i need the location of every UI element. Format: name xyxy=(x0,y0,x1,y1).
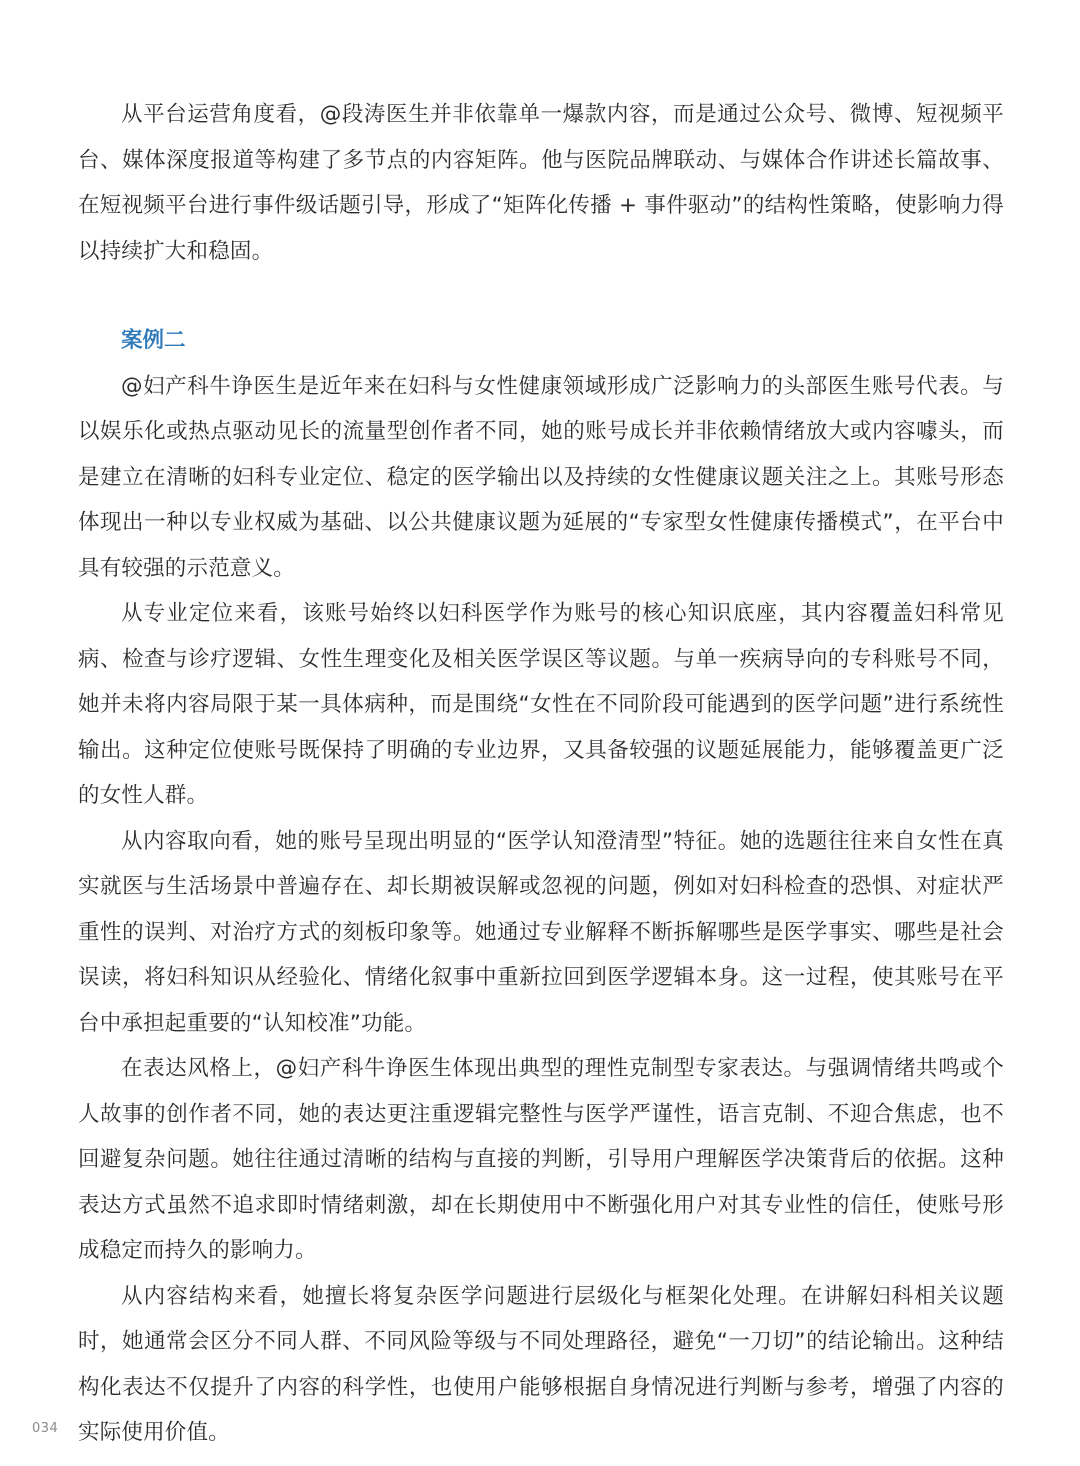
paragraph-content-orientation: 从内容取向看，她的账号呈现出明显的“医学认知澄清型”特征。她的选题往往来自女性在真实就医与生活场景中普遍存在、却长期被误解或忽视的问题，例如对妇科检查的恐惧、对症状严重性的误判、对治疗方式的刻板印象等。她通过专业解释不断拆解哪些是医学事实、哪些是社会误读，将妇科知识从经验化、情绪化叙事中重新拉回到医学逻辑本身。这一过程，使其账号在平台中承担起重要的“认知校准”功能。 xyxy=(78,828,1004,1036)
paragraph-professional-positioning: 从专业定位来看，该账号始终以妇科医学作为账号的核心知识底座，其内容覆盖妇科常见病、检查与诊疗逻辑、女性生理变化及相关医学误区等议题。与单一疾病导向的专科账号不同，她并未将内容局限于某一具体病种，而是围绕“女性在不同阶段可能遇到的医学问题”进行系统性输出。这种定位使账号既保持了明确的专业边界，又具备较强的议题延展能力，能够覆盖更广泛的女性人群。 xyxy=(78,601,1004,808)
section-gap xyxy=(78,274,1004,318)
paragraph-expression-style: 在表达风格上，@妇产科牛诤医生体现出典型的理性克制型专家表达。与强调情绪共鸣或个人故事的创作者不同，她的表达更注重逻辑完整性与医学严谨性，语言克制、不迎合焦虑，也不回避复杂问题。她往往通过清晰的结构与直接的判断，引导用户理解医学决策背后的依据。这种表达方式虽然不追求即时情绪刺激，却在长期使用中不断强化用户对其专业性的信任，使账号形成稳定而持久的影响力。 xyxy=(78,1056,1004,1263)
case-two-heading: 案例二 xyxy=(121,328,186,353)
paragraph-case-intro: @妇产科牛诤医生是近年来在妇科与女性健康领域形成广泛影响力的头部医生账号代表。与以娱乐化或热点驱动见长的流量型创作者不同，她的账号成长并非依赖情绪放大或内容噱头，而是建立在清晰的妇科专业定位、稳定的医学输出以及持续的女性健康议题关注之上。其账号形态体现出一种以专业权威为基础、以公共健康议题为延展的“专家型女性健康传播模式”，在平台中具有较强的示范意义。 xyxy=(78,373,1004,581)
paragraph-content-structure: 从内容结构来看，她擅长将复杂医学问题进行层级化与框架化处理。在讲解妇科相关议题时，她通常会区分不同人群、不同风险等级与不同处理路径，避免“一刀切”的结论输出。这种结构化表达不仅提升了内容的科学性，也使用户能够根据自身情况进行判断与参考，增强了内容的实际使用价值。 xyxy=(78,1283,1004,1445)
document-body xyxy=(78,92,1004,1456)
page-number: 034 xyxy=(32,1421,59,1436)
paragraph-platform-operation: 从平台运营角度看，@段涛医生并非依靠单一爆款内容，而是通过公众号、微博、短视频平台、媒体深度报道等构建了多节点的内容矩阵。他与医院品牌联动、与媒体合作讲述长篇故事、在短视频平台进行事件级话题引导，形成了“矩阵化传播 + 事件驱动”的结构性策略，使影响力得以持续扩大和稳固。 xyxy=(78,102,1004,264)
